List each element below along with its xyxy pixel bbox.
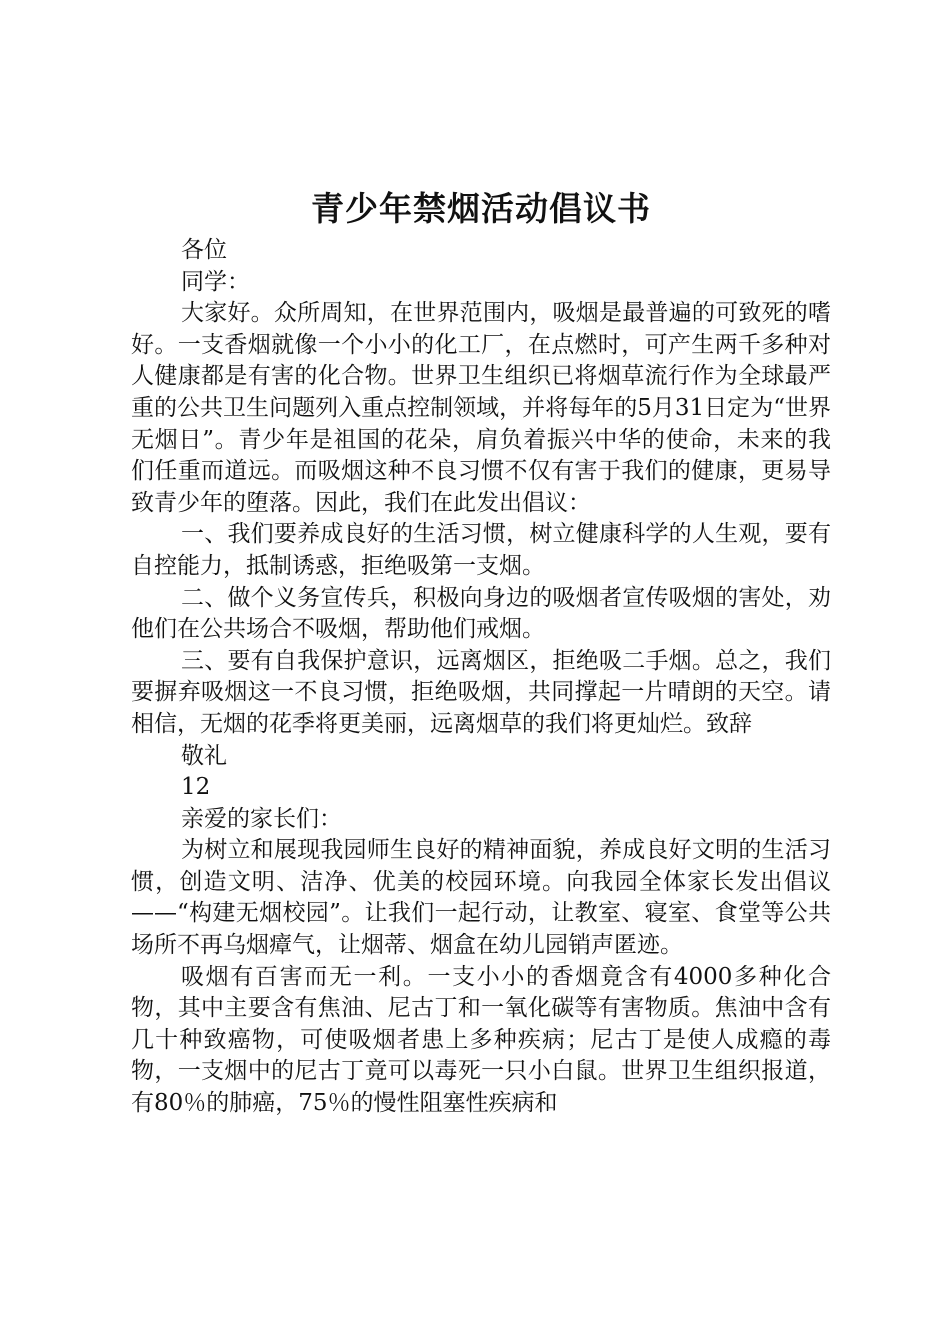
document-title: 青少年禁烟活动倡议书: [311, 189, 651, 228]
page-number: 12: [181, 774, 211, 801]
paragraph-harm: 吸烟有百害而无一利。一支小小的香烟竟含有4000多种化合物，其中主要含有焦油、尼古丁和一氧化碳等有害物质。焦油中含有几十种致癌物，可使吸烟者患上多种疾病；尼古丁是使人成瘾的毒物，一支烟中的尼古丁竟可以毒死一只小白鼠。世界卫生组织报道，有80％的肺癌，75％的慢性阻塞性疾病和: [131, 963, 831, 1117]
closing-line: 敬礼: [181, 742, 227, 769]
paragraph-proposal-3: 三、要有自我保护意识，远离烟区，拒绝吸二手烟。总之，我们要摒弃吸烟这一不良习惯，拒绝吸烟，共同撑起一片晴朗的天空。请相信，无烟的花季将更美丽，远离烟草的我们将更灿烂。致辞: [131, 647, 831, 737]
paragraph-parents-intro: 为树立和展现我园师生良好的精神面貌，养成良好文明的生活习惯，创造文明、洁净、优美的校园环境。向我园全体家长发出倡议——“构建无烟校园”。让我们一起行动，让教室、寝室、食堂等公共场所不再乌烟瘴气，让烟蒂、烟盒在幼儿园销声匿迹。: [131, 837, 831, 959]
paragraph-intro: 大家好。众所周知，在世界范围内，吸烟是最普遍的可致死的嗜好。一支香烟就像一个小小的化工厂，在点燃时，可产生两千多种对人健康都是有害的化合物。世界卫生组织已将烟草流行作为全球最严重的公共卫生问题列入重点控制领域，并将每年的5月31日定为“世界无烟日”。青少年是祖国的花朵，肩负着振兴中华的使命，未来的我们任重而道远。而吸烟这种不良习惯不仅有害于我们的健康，更易导致青少年的堕落。因此，我们在此发出倡议：: [131, 300, 831, 516]
paragraph-proposal-2: 二、做个义务宣传兵，积极向身边的吸烟者宣传吸烟的害处，劝他们在公共场合不吸烟，帮助他们戒烟。: [131, 584, 831, 643]
document-page: [131, 187, 831, 1120]
salutation-line-1: 各位: [181, 237, 227, 263]
paragraph-proposal-1: 一、我们要养成良好的生活习惯，树立健康科学的人生观，要有自控能力，抵制诱惑，拒绝吸第一支烟。: [131, 521, 831, 579]
salutation-parents: 亲爱的家长们：: [181, 805, 342, 832]
salutation-line-2: 同学：: [181, 268, 250, 295]
